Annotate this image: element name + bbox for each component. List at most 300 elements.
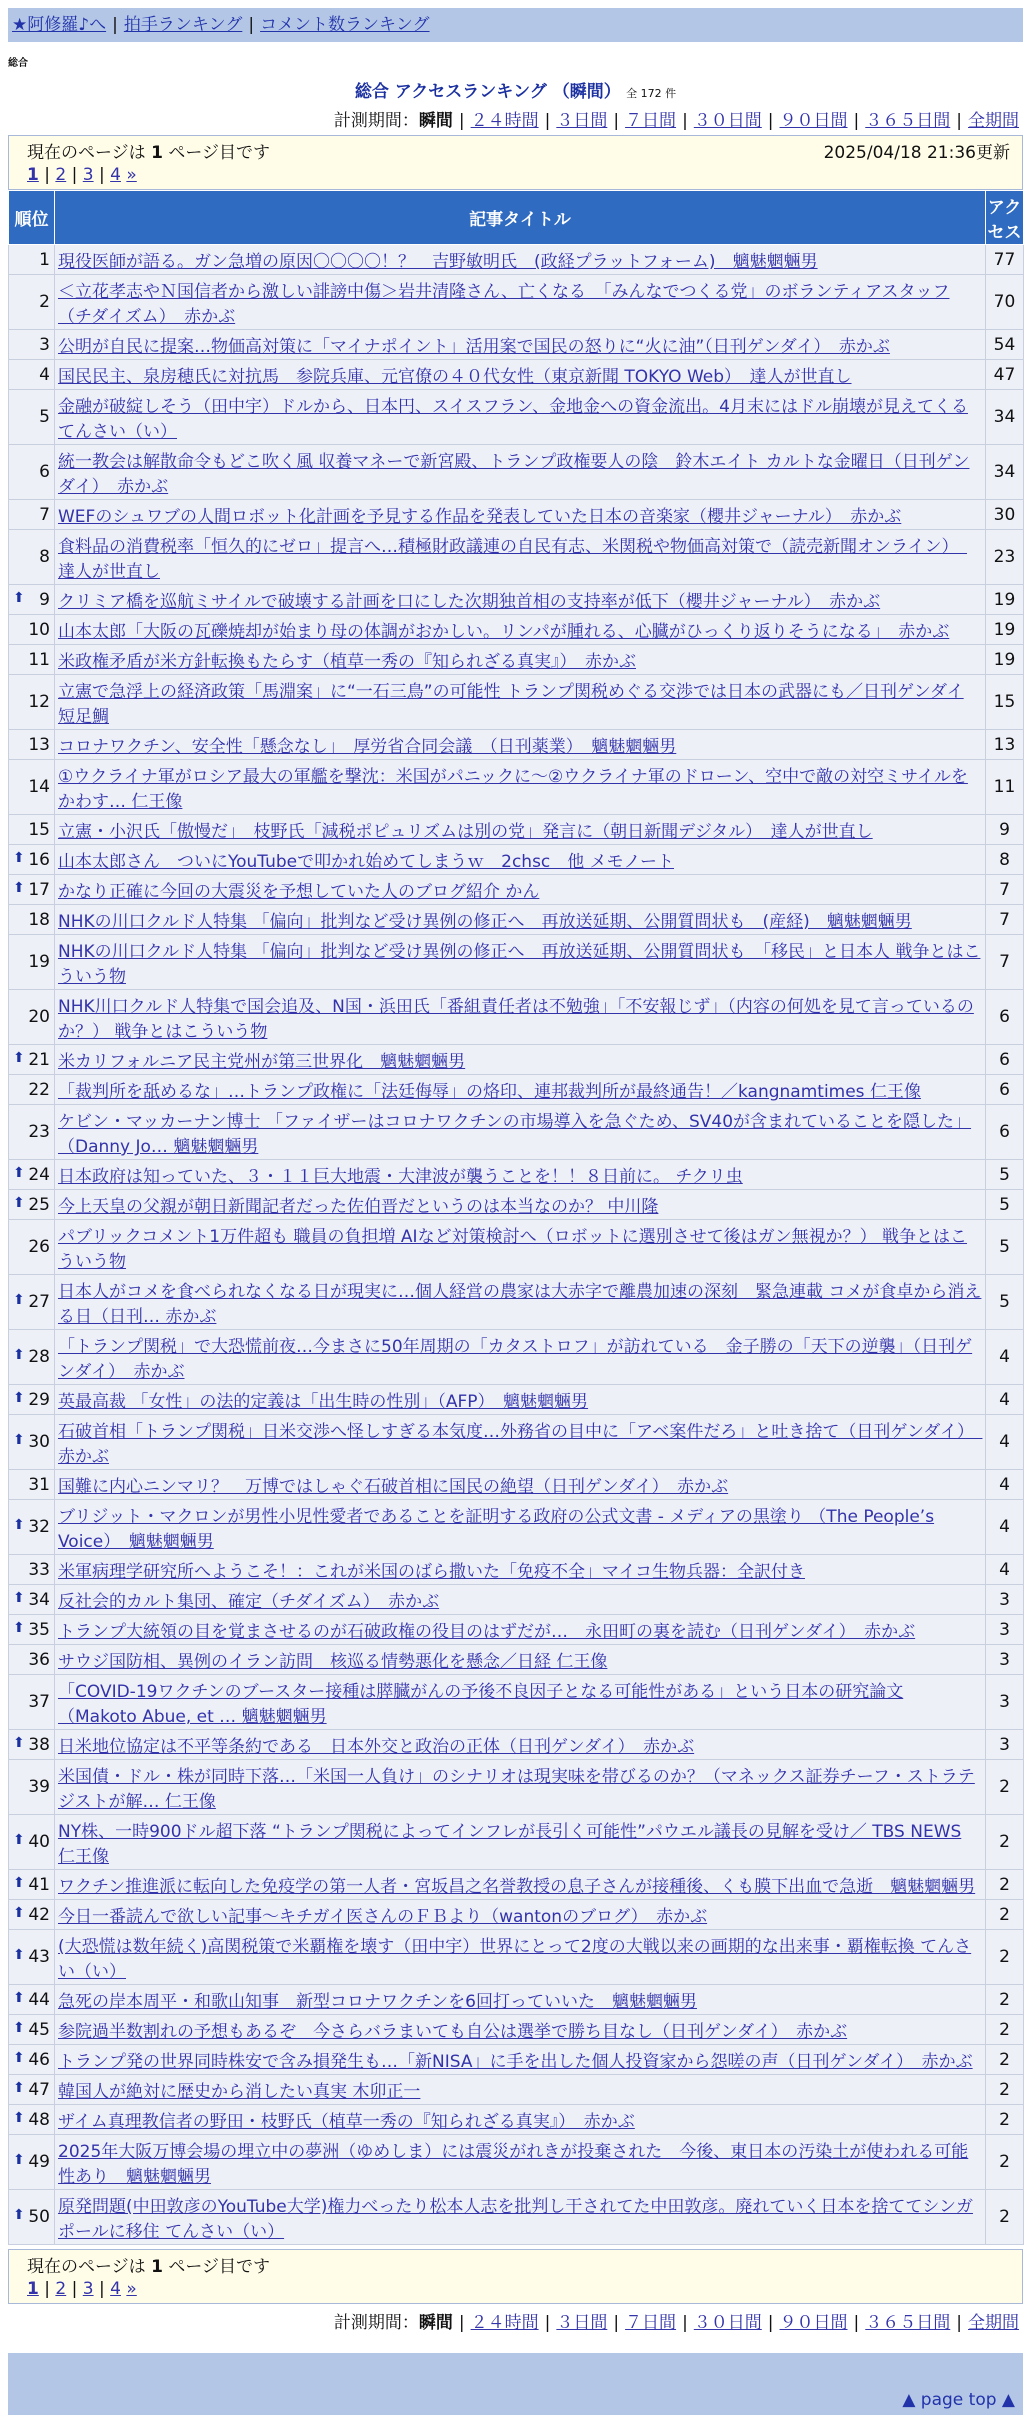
rank-cell <box>9 1585 55 1615</box>
rank-cell <box>9 990 55 1045</box>
access-count: 4 <box>986 1470 1024 1500</box>
rank-cell <box>9 2075 55 2105</box>
rank-number: 41 <box>28 1874 50 1895</box>
article-link[interactable]: 2025年大阪万博会場の埋立中の夢洲（ゆめしま）には震災がれきが投棄された 今後、東日本の汚染土が使われる可能性あり 魑魅魍魎男 <box>58 2142 969 2187</box>
article-link[interactable]: ザイム真理教信者の野田・枝野氏（植草一秀の『知られざる真実』） 赤かぶ <box>58 2112 635 2132</box>
access-count: 13 <box>986 730 1024 760</box>
pagination-top <box>9 163 1022 189</box>
article-link[interactable]: 「COVID-19ワクチンのブースター接種は膵臓がんの予後不良因子となる可能性がある」という日本の研究論文 （Makoto Abue, et … 魑魅魍魎男 <box>58 1682 904 1727</box>
next-page-link[interactable]: » <box>126 165 137 185</box>
title-cell <box>55 1555 986 1585</box>
rank-cell <box>9 615 55 645</box>
table-row <box>9 500 1024 530</box>
page-status: 現在のページは 1 ページ目です <box>27 143 270 163</box>
article-link[interactable]: 米カリフォルニア民主党州が第三世界化 魑魅魍魎男 <box>58 1052 466 1072</box>
rank-cell <box>9 845 55 875</box>
article-link[interactable]: NHKの川口クルド人特集 「偏向」批判など受け異例の修正へ 再放送延期、公開質問状も (産経) 魑魅魍魎男 <box>58 912 912 932</box>
clap-ranking-link[interactable]: 拍手ランキング <box>123 15 243 35</box>
rank-cell <box>9 1415 55 1470</box>
page-link[interactable]: 2 <box>55 2279 67 2299</box>
rank-up-arrow-icon: ⬆ <box>13 1874 25 1891</box>
title-cell <box>55 360 986 390</box>
article-link[interactable]: NHK川口クルド人特集で国会追及、N国・浜田氏「番組責任者は不勉強」「不安報じず」（内容の何処を見て言っているのか？） 戦争とはこういう物 <box>58 997 974 1042</box>
rank-cell <box>9 1330 55 1385</box>
period-separator: | <box>956 2313 962 2333</box>
rank-cell <box>9 330 55 360</box>
article-link[interactable]: 参院過半数割れの予想もあるぞ 今さらバラまいても自公は選挙で勝ち目なし（日刊ゲンダイ） 赤かぶ <box>58 2022 848 2042</box>
title-cell <box>55 1585 986 1615</box>
period-separator: | <box>613 2313 620 2333</box>
table-row <box>9 530 1024 585</box>
article-link[interactable]: ①ウクライナ軍がロシア最大の軍艦を撃沈：米国がパニックに～②ウクライナ軍のドローン、空中で敵の対空ミサイルをかわす… 仁王像 <box>58 767 968 812</box>
table-row <box>9 2190 1024 2245</box>
article-link[interactable]: 金融が破綻しそう（田中宇）ドルから、日本円、スイスフラン、金地金への資金流出。4月末にはドル崩壊が見えてくる てんさい（い） <box>58 397 968 442</box>
period-selector-bottom <box>0 2308 1019 2333</box>
page-title: 総合 アクセスランキング （瞬間） <box>354 82 621 102</box>
period-option[interactable]: ９０日間 <box>779 2313 848 2333</box>
table-row <box>9 730 1024 760</box>
rank-up-arrow-icon: ⬆ <box>13 2109 25 2126</box>
title-cell <box>55 2135 986 2190</box>
access-count: 6 <box>986 1105 1024 1160</box>
table-row <box>9 1760 1024 1815</box>
article-link[interactable]: 反社会的カルト集団、確定（チダイズム） 赤かぶ <box>58 1592 440 1612</box>
article-link[interactable]: コロナワクチン、安全性「懸念なし」 厚労省合同会議 （日刊薬業） 魑魅魍魎男 <box>58 737 677 757</box>
article-link[interactable]: ケビン・マッカーナン博士 「ファイザーはコロナワクチンの市場導入を急ぐため、SV40が含まれていることを隠した」（Danny Jo… 魑魅魍魎男 <box>58 1112 972 1157</box>
table-row <box>9 760 1024 815</box>
title-cell <box>55 1500 986 1555</box>
article-link[interactable]: 「裁判所を舐めるな」…トランプ政権に「法廷侮辱」の烙印、連邦裁判所が最終通告！／kangnamtimes 仁王像 <box>58 1082 921 1102</box>
title-cell <box>55 275 986 330</box>
article-link[interactable]: ブリジット・マクロンが男性小児性愛者であることを証明する政府の公式文書 - メディアの黒塗り （The People’s Voice） 魑魅魍魎男 <box>58 1507 935 1552</box>
table-row <box>9 1190 1024 1220</box>
title-cell <box>55 1330 986 1385</box>
rank-cell <box>9 1930 55 1985</box>
rank-number: 5 <box>39 407 50 427</box>
page-status: 現在のページは 1 ページ目です <box>27 2257 270 2277</box>
article-link[interactable]: 日本政府は知っていた、３・１１巨大地震・大津波が襲うことを！！８日前に。 チクリ虫 <box>58 1167 743 1187</box>
rank-number: 10 <box>28 619 50 640</box>
period-option[interactable]: ３０日間 <box>693 2313 762 2333</box>
rank-cell <box>9 1075 55 1105</box>
article-link[interactable]: 食料品の消費税率「恒久的にゼロ」提言へ…積極財政議連の自民有志、米関税や物価高対策で（読売新聞オンライン） 達人が世直し <box>58 537 967 582</box>
access-count: 2 <box>986 2105 1024 2135</box>
period-option[interactable]: ３６５日間 <box>865 111 951 131</box>
table-row <box>9 1330 1024 1385</box>
rank-cell <box>9 875 55 905</box>
access-count: 2 <box>986 2135 1024 2190</box>
rank-up-arrow-icon: ⬆ <box>13 1517 25 1533</box>
rank-number: 19 <box>28 952 50 972</box>
section-label: 総合 <box>8 58 28 69</box>
rank-number: 21 <box>28 1049 50 1070</box>
article-link[interactable]: 国難に内心ニンマリ？ 万博ではしゃぐ石破首相に国民の絶望（日刊ゲンダイ） 赤かぶ <box>58 1477 729 1497</box>
table-row <box>9 1500 1024 1555</box>
rank-cell <box>9 1160 55 1190</box>
access-count: 2 <box>986 2190 1024 2245</box>
article-link[interactable]: 山本太郎「大阪の瓦礫焼却が始まり母の体調がおかしい。リンパが腫れる、心臓がひっくり返りそうになる」 赤かぶ <box>58 622 950 642</box>
rank-cell <box>9 1275 55 1330</box>
rank-cell <box>9 390 55 445</box>
rank-up-arrow-icon: ⬆ <box>13 849 25 866</box>
rank-cell <box>9 2015 55 2045</box>
next-page-link[interactable]: » <box>126 2279 137 2299</box>
rank-number: 35 <box>28 1619 50 1640</box>
table-row <box>9 645 1024 675</box>
rank-number: 32 <box>28 1517 50 1537</box>
title-cell <box>55 585 986 615</box>
title-cell <box>55 875 986 905</box>
article-link[interactable]: NY株、一時900ドル超下落 “トランプ関税によってインフレが長引く可能性”パウエル議長の見解を受け／ TBS NEWS 仁王像 <box>58 1822 962 1867</box>
access-count: 34 <box>986 445 1024 500</box>
rank-number: 30 <box>28 1432 50 1452</box>
rank-up-arrow-icon: ⬆ <box>13 2049 25 2066</box>
ranking-table <box>8 190 1024 2245</box>
article-link[interactable]: 統一教会は解散命令もどこ吹く風 収養マネーで新宮殿、トランプ政権要人の陰 鈴木エイト カルトな金曜日（日刊ゲンダイ） 赤かぶ <box>58 452 970 497</box>
rank-up-arrow-icon: ⬆ <box>13 1432 25 1448</box>
rank-number: 1 <box>39 249 50 270</box>
updated-timestamp: 2025/04/18 21:36更新 <box>823 143 1010 163</box>
period-separator: | <box>682 2313 688 2333</box>
rank-number: 26 <box>28 1237 50 1257</box>
article-link[interactable]: 米政権矛盾が米方針転換もたらす（植草一秀の『知られざる真実』） 赤かぶ <box>58 652 636 672</box>
article-link[interactable]: 立憲・小沢氏「傲慢だ」 枝野氏「減税ポピュリズムは別の党」発言に（朝日新聞デジタル） 達人が世直し <box>58 822 873 842</box>
rank-cell <box>9 905 55 935</box>
rank-number: 12 <box>28 692 50 712</box>
title-cell <box>55 845 986 875</box>
page-top-link[interactable]: ▲ page top ▲ <box>902 2390 1015 2410</box>
article-link[interactable]: 国民民主、泉房穂氏に対抗馬 参院兵庫、元官僚の４０代女性（東京新聞 TOKYO Web） 達人が世直し <box>58 367 852 387</box>
period-option[interactable]: 全期間 <box>968 2313 1019 2333</box>
rank-number: 15 <box>28 819 50 840</box>
article-link[interactable]: クリミア橋を巡航ミサイルで破壊する計画を口にした次期独首相の支持率が低下（櫻井ジャーナル） 赤かぶ <box>58 592 881 612</box>
table-row <box>9 615 1024 645</box>
period-option[interactable]: ３０日間 <box>693 111 762 131</box>
article-link[interactable]: 山本太郎さん ついにYouTubeで叩かれ始めてしまうｗ 2chsc 他 メモノート <box>58 852 674 872</box>
rank-cell <box>9 1105 55 1160</box>
rank-number: 49 <box>28 2152 50 2172</box>
table-row <box>9 1645 1024 1675</box>
access-count: 19 <box>986 645 1024 675</box>
table-row <box>9 445 1024 500</box>
title-cell <box>55 1105 986 1160</box>
access-count: 30 <box>986 500 1024 530</box>
title-cell <box>55 1985 986 2015</box>
article-link[interactable]: 立憲で急浮上の経済政策「馬淵案」に“一石三鳥”の可能性 トランプ関税めぐる交渉では日本の武器にも／日刊ゲンダイ 短足鯛 <box>58 682 964 727</box>
rank-cell <box>9 1730 55 1760</box>
title-cell <box>55 1900 986 1930</box>
rank-number: 39 <box>28 1777 50 1797</box>
title-cell <box>55 990 986 1045</box>
article-link[interactable]: 米軍病理学研究所へようこそ！：これが米国のばら撒いた「免疫不全」マイコ生物兵器：全訳付き <box>58 1562 805 1582</box>
home-link[interactable]: ★阿修羅♪へ <box>12 15 107 35</box>
table-row <box>9 390 1024 445</box>
rank-cell <box>9 1045 55 1075</box>
article-link[interactable]: 原発問題(中田敦彦のYouTube大学)権力べったり松本人志を批判し干されてた中田敦彦。廃れていく日本を捨ててシンガポールに移住 てんさい（い） <box>58 2197 973 2242</box>
article-link[interactable]: (大恐慌は数年続く)高関税策で米覇権を壊す（田中宇）世界にとって2度の大戦以来の画期的な出来事・覇権転換 てんさい（い） <box>58 1937 972 1982</box>
period-separator: | <box>544 2313 551 2333</box>
period-option[interactable]: ７日間 <box>625 111 677 131</box>
article-link[interactable]: 「トランプ関税」で大恐慌前夜…今まさに50年周期の「カタストロフ」が訪れている 金子勝の「天下の逆襲」（日刊ゲンダイ） 赤かぶ <box>58 1337 973 1382</box>
table-row <box>9 815 1024 845</box>
title-cell <box>55 1190 986 1220</box>
title-cell <box>55 730 986 760</box>
period-option[interactable]: ３６５日間 <box>865 2313 951 2333</box>
title-cell <box>55 2075 986 2105</box>
access-count: 5 <box>986 1160 1024 1190</box>
period-option[interactable]: ７日間 <box>625 2313 677 2333</box>
rank-cell <box>9 1815 55 1870</box>
access-count: 7 <box>986 935 1024 990</box>
title-cell <box>55 1160 986 1190</box>
article-link[interactable]: 現役医師が語る。ガン急増の原因〇〇〇〇！？ 吉野敏明氏 (政経プラットフォーム) 魑魅魍魎男 <box>58 252 818 272</box>
rank-cell <box>9 1645 55 1675</box>
period-option[interactable]: 全期間 <box>968 111 1019 131</box>
article-link[interactable]: トランプ大統領の目を覚まさせるのが石破政権の役目のはずだが… 永田町の裏を読む（日刊ゲンダイ） 赤かぶ <box>58 1622 916 1642</box>
ranking-rows <box>9 245 1024 2245</box>
rank-up-arrow-icon: ⬆ <box>13 2207 25 2223</box>
page-link[interactable]: 4 <box>110 165 121 185</box>
rank-cell <box>9 360 55 390</box>
rank-number: 4 <box>39 364 50 385</box>
access-count: 5 <box>986 1220 1024 1275</box>
article-link[interactable]: 日米地位協定は不平等条約である 日本外交と政治の正体（日刊ゲンダイ） 赤かぶ <box>58 1737 695 1757</box>
table-row <box>9 875 1024 905</box>
title-cell <box>55 390 986 445</box>
nav-separator: | <box>248 15 255 35</box>
rank-cell <box>9 1675 55 1730</box>
access-count: 6 <box>986 1075 1024 1105</box>
page-link[interactable]: 1 <box>27 2279 39 2299</box>
rank-up-arrow-icon: ⬆ <box>13 1734 25 1751</box>
table-row <box>9 935 1024 990</box>
access-count: 4 <box>986 1500 1024 1555</box>
title-cell <box>55 1645 986 1675</box>
period-separator: | <box>853 2313 860 2333</box>
page-separator: | <box>93 165 111 185</box>
rank-up-arrow-icon: ⬆ <box>13 1292 25 1308</box>
rank-up-arrow-icon: ⬆ <box>13 1947 25 1963</box>
rank-number: 48 <box>28 2109 50 2130</box>
table-row <box>9 1985 1024 2015</box>
table-row <box>9 245 1024 275</box>
access-count: 5 <box>986 1190 1024 1220</box>
rank-number: 18 <box>28 909 50 930</box>
rank-up-arrow-icon: ⬆ <box>13 1049 25 1066</box>
access-count: 3 <box>986 1675 1024 1730</box>
table-row <box>9 2105 1024 2135</box>
title-cell <box>55 1385 986 1415</box>
title-cell <box>55 645 986 675</box>
rank-up-arrow-icon: ⬆ <box>13 2152 25 2168</box>
rank-cell <box>9 730 55 760</box>
rank-cell <box>9 2105 55 2135</box>
rank-cell <box>9 1220 55 1275</box>
article-link[interactable]: かなり正確に今回の大震災を予想していた人のブログ紹介 かん <box>58 882 540 902</box>
title-cell <box>55 905 986 935</box>
article-link[interactable]: WEFのシュワブの人間ロボット化計画を予見する作品を発表していた日本の音楽家（櫻井ジャーナル） 赤かぶ <box>58 507 902 527</box>
rank-up-arrow-icon: ⬆ <box>13 1347 25 1363</box>
rank-number: 24 <box>28 1164 50 1185</box>
table-row <box>9 1815 1024 1870</box>
rank-up-arrow-icon: ⬆ <box>13 2079 25 2096</box>
rank-number: 3 <box>39 334 50 355</box>
page-separator: | <box>66 165 83 185</box>
period-option[interactable]: ２４時間 <box>470 2313 539 2333</box>
period-option[interactable]: ２４時間 <box>470 111 539 131</box>
rank-number: 31 <box>28 1474 50 1495</box>
page-link[interactable]: 1 <box>27 165 39 185</box>
period-label: 計測期間： <box>333 2313 419 2333</box>
rank-cell <box>9 935 55 990</box>
table-row <box>9 1675 1024 1730</box>
article-link[interactable]: 石破首相「トランプ関税」日米交渉へ怪しすぎる本気度…外務省の目中に「アベ案件だろ」と吐き捨て（日刊ゲンダイ） 赤かぶ <box>58 1422 983 1467</box>
article-link[interactable]: 英最高裁 「女性」の法的定義は「出生時の性別」（AFP） 魑魅魍魎男 <box>58 1392 589 1412</box>
article-link[interactable]: NHKの川口クルド人特集 「偏向」批判など受け異例の修正へ 再放送延期、公開質問状も 「移民」と日本人 戦争とはこういう物 <box>58 942 981 987</box>
table-row <box>9 990 1024 1045</box>
title-cell <box>55 1470 986 1500</box>
title-cell <box>55 1415 986 1470</box>
access-count: 34 <box>986 390 1024 445</box>
top-nav-bar <box>8 8 1023 42</box>
rank-number: 13 <box>28 734 50 755</box>
rank-cell <box>9 1555 55 1585</box>
page-separator: | <box>38 2279 56 2299</box>
access-count: 2 <box>986 1815 1024 1870</box>
page-link[interactable]: 2 <box>55 165 67 185</box>
rank-number: 47 <box>28 2079 50 2100</box>
access-count: 7 <box>986 905 1024 935</box>
rank-cell <box>9 245 55 275</box>
article-link[interactable]: 公明が自民に提案…物価高対策に「マイナポイント」活用案で国民の怒りに“火に油”（日刊ゲンダイ） 赤かぶ <box>58 337 890 357</box>
title-cell <box>55 330 986 360</box>
table-row <box>9 1615 1024 1645</box>
rank-number: 34 <box>28 1589 50 1610</box>
table-row <box>9 1555 1024 1585</box>
period-option[interactable]: ３日間 <box>556 2313 608 2333</box>
access-count: 77 <box>986 245 1024 275</box>
table-row <box>9 2075 1024 2105</box>
access-count: 4 <box>986 1415 1024 1470</box>
table-row <box>9 1275 1024 1330</box>
access-count: 4 <box>986 1385 1024 1415</box>
table-row <box>9 2045 1024 2075</box>
table-row <box>9 1220 1024 1275</box>
table-row <box>9 1870 1024 1900</box>
rank-cell <box>9 1900 55 1930</box>
article-link[interactable]: サウジ国防相、異例のイラン訪問 核巡る情勢悪化を懸念／日経 仁王像 <box>58 1652 608 1672</box>
rank-cell <box>9 2135 55 2190</box>
table-row <box>9 275 1024 330</box>
rank-number: 7 <box>39 504 50 525</box>
page-separator: | <box>38 165 56 185</box>
period-separator: | <box>458 111 465 131</box>
title-cell <box>55 760 986 815</box>
rank-cell <box>9 815 55 845</box>
article-link[interactable]: ＜立花孝志やＮ国信者から激しい誹謗中傷＞岩井清隆さん、亡くなる 「みんなでつくる党」のボランティアスタッフ（チダイズム） 赤かぶ <box>58 282 950 327</box>
title-cell <box>55 2045 986 2075</box>
article-link[interactable]: トランプ発の世界同時株安で含み損発生も…「新NISA」に手を出した個人投資家から怨嗟の声（日刊ゲンダイ） 赤かぶ <box>58 2052 973 2072</box>
article-link[interactable]: 今上天皇の父親が朝日新聞記者だった佐伯晋だというのは本当なのか？ 中川隆 <box>58 1197 659 1217</box>
rank-cell <box>9 645 55 675</box>
rank-number: 37 <box>28 1692 50 1712</box>
access-count: 11 <box>986 760 1024 815</box>
article-link[interactable]: 韓国人が絶対に歴史から消したい真実 木卯正一 <box>58 2082 421 2102</box>
period-selector-top <box>0 106 1019 131</box>
rank-number: 14 <box>28 777 50 797</box>
rank-cell <box>9 1500 55 1555</box>
rank-cell <box>9 1470 55 1500</box>
table-row <box>9 360 1024 390</box>
article-link[interactable]: 急死の岸本周平・和歌山知事 新型コロナワクチンを6回打っていいた 魑魅魍魎男 <box>58 1992 697 2012</box>
article-link[interactable]: 米国債・ドル・株が同時下落…「米国一人負け」のシナリオは現実味を帯びるのか？（マネックス証券チーフ・ストラテジストが解… 仁王像 <box>58 1767 975 1812</box>
comment-ranking-link[interactable]: コメント数ランキング <box>260 15 430 35</box>
title-cell <box>55 2105 986 2135</box>
rank-cell <box>9 1870 55 1900</box>
access-count: 7 <box>986 875 1024 905</box>
rank-cell <box>9 1985 55 2015</box>
table-row <box>9 675 1024 730</box>
rank-number: 44 <box>28 1989 50 2010</box>
title-cell <box>55 1675 986 1730</box>
page-link[interactable]: 4 <box>110 2279 121 2299</box>
rank-number: 9 <box>39 589 50 610</box>
access-count: 70 <box>986 275 1024 330</box>
access-count: 2 <box>986 1870 1024 1900</box>
access-count: 54 <box>986 330 1024 360</box>
nav-separator: | <box>112 15 118 35</box>
rank-number: 45 <box>28 2019 50 2040</box>
rank-number: 6 <box>39 462 50 482</box>
page-link[interactable]: 3 <box>82 2279 94 2299</box>
rank-number: 50 <box>28 2207 50 2227</box>
rank-cell <box>9 760 55 815</box>
table-row <box>9 2135 1024 2190</box>
rank-number: 17 <box>28 879 50 900</box>
table-row <box>9 1930 1024 1985</box>
access-count: 4 <box>986 1555 1024 1585</box>
article-link[interactable]: パブリックコメント1万件超も 職員の負担増 AIなど対策検討へ（ロボットに選別させて後はガン無視か？） 戦争とはこういう物 <box>58 1227 967 1272</box>
page-link[interactable]: 3 <box>82 165 94 185</box>
table-row <box>9 1415 1024 1470</box>
title-header: 記事タイトル <box>55 191 986 245</box>
rank-number: 33 <box>28 1559 50 1580</box>
rank-number: 8 <box>39 547 50 567</box>
period-separator: | <box>544 111 551 131</box>
period-separator: | <box>853 111 860 131</box>
article-link[interactable]: ワクチン推進派に転向した免疫学の第一人者・宮坂昌之名誉教授の息子さんが接種後、くも膜下出血で急逝 魑魅魍魎男 <box>58 1877 976 1897</box>
access-count: 6 <box>986 990 1024 1045</box>
period-option[interactable]: ３日間 <box>556 111 608 131</box>
rank-up-arrow-icon: ⬆ <box>13 1589 25 1606</box>
access-count: 19 <box>986 585 1024 615</box>
period-option[interactable]: ９０日間 <box>779 111 848 131</box>
title-cell <box>55 815 986 845</box>
article-link[interactable]: 今日一番読んで欲しい記事～キチガイ医さんのＦＢより（wantonのブログ） 赤かぶ <box>58 1907 708 1927</box>
article-link[interactable]: 日本人がコメを食べられなくなる日が現実に…個人経営の農家は大赤字で離農加速の深刻 緊急連載 コメが食卓から消える日（日刊… 赤かぶ <box>58 1282 982 1327</box>
access-count: 2 <box>986 1900 1024 1930</box>
rank-up-arrow-icon: ⬆ <box>13 1619 25 1636</box>
rank-cell <box>9 2045 55 2075</box>
rank-cell <box>9 500 55 530</box>
bottom-bar <box>8 2353 1023 2385</box>
access-header: アクセス <box>986 191 1024 245</box>
access-count: 8 <box>986 845 1024 875</box>
rank-number: 11 <box>28 649 50 670</box>
title-cell <box>55 445 986 500</box>
access-count: 3 <box>986 1585 1024 1615</box>
title-cell <box>55 1220 986 1275</box>
